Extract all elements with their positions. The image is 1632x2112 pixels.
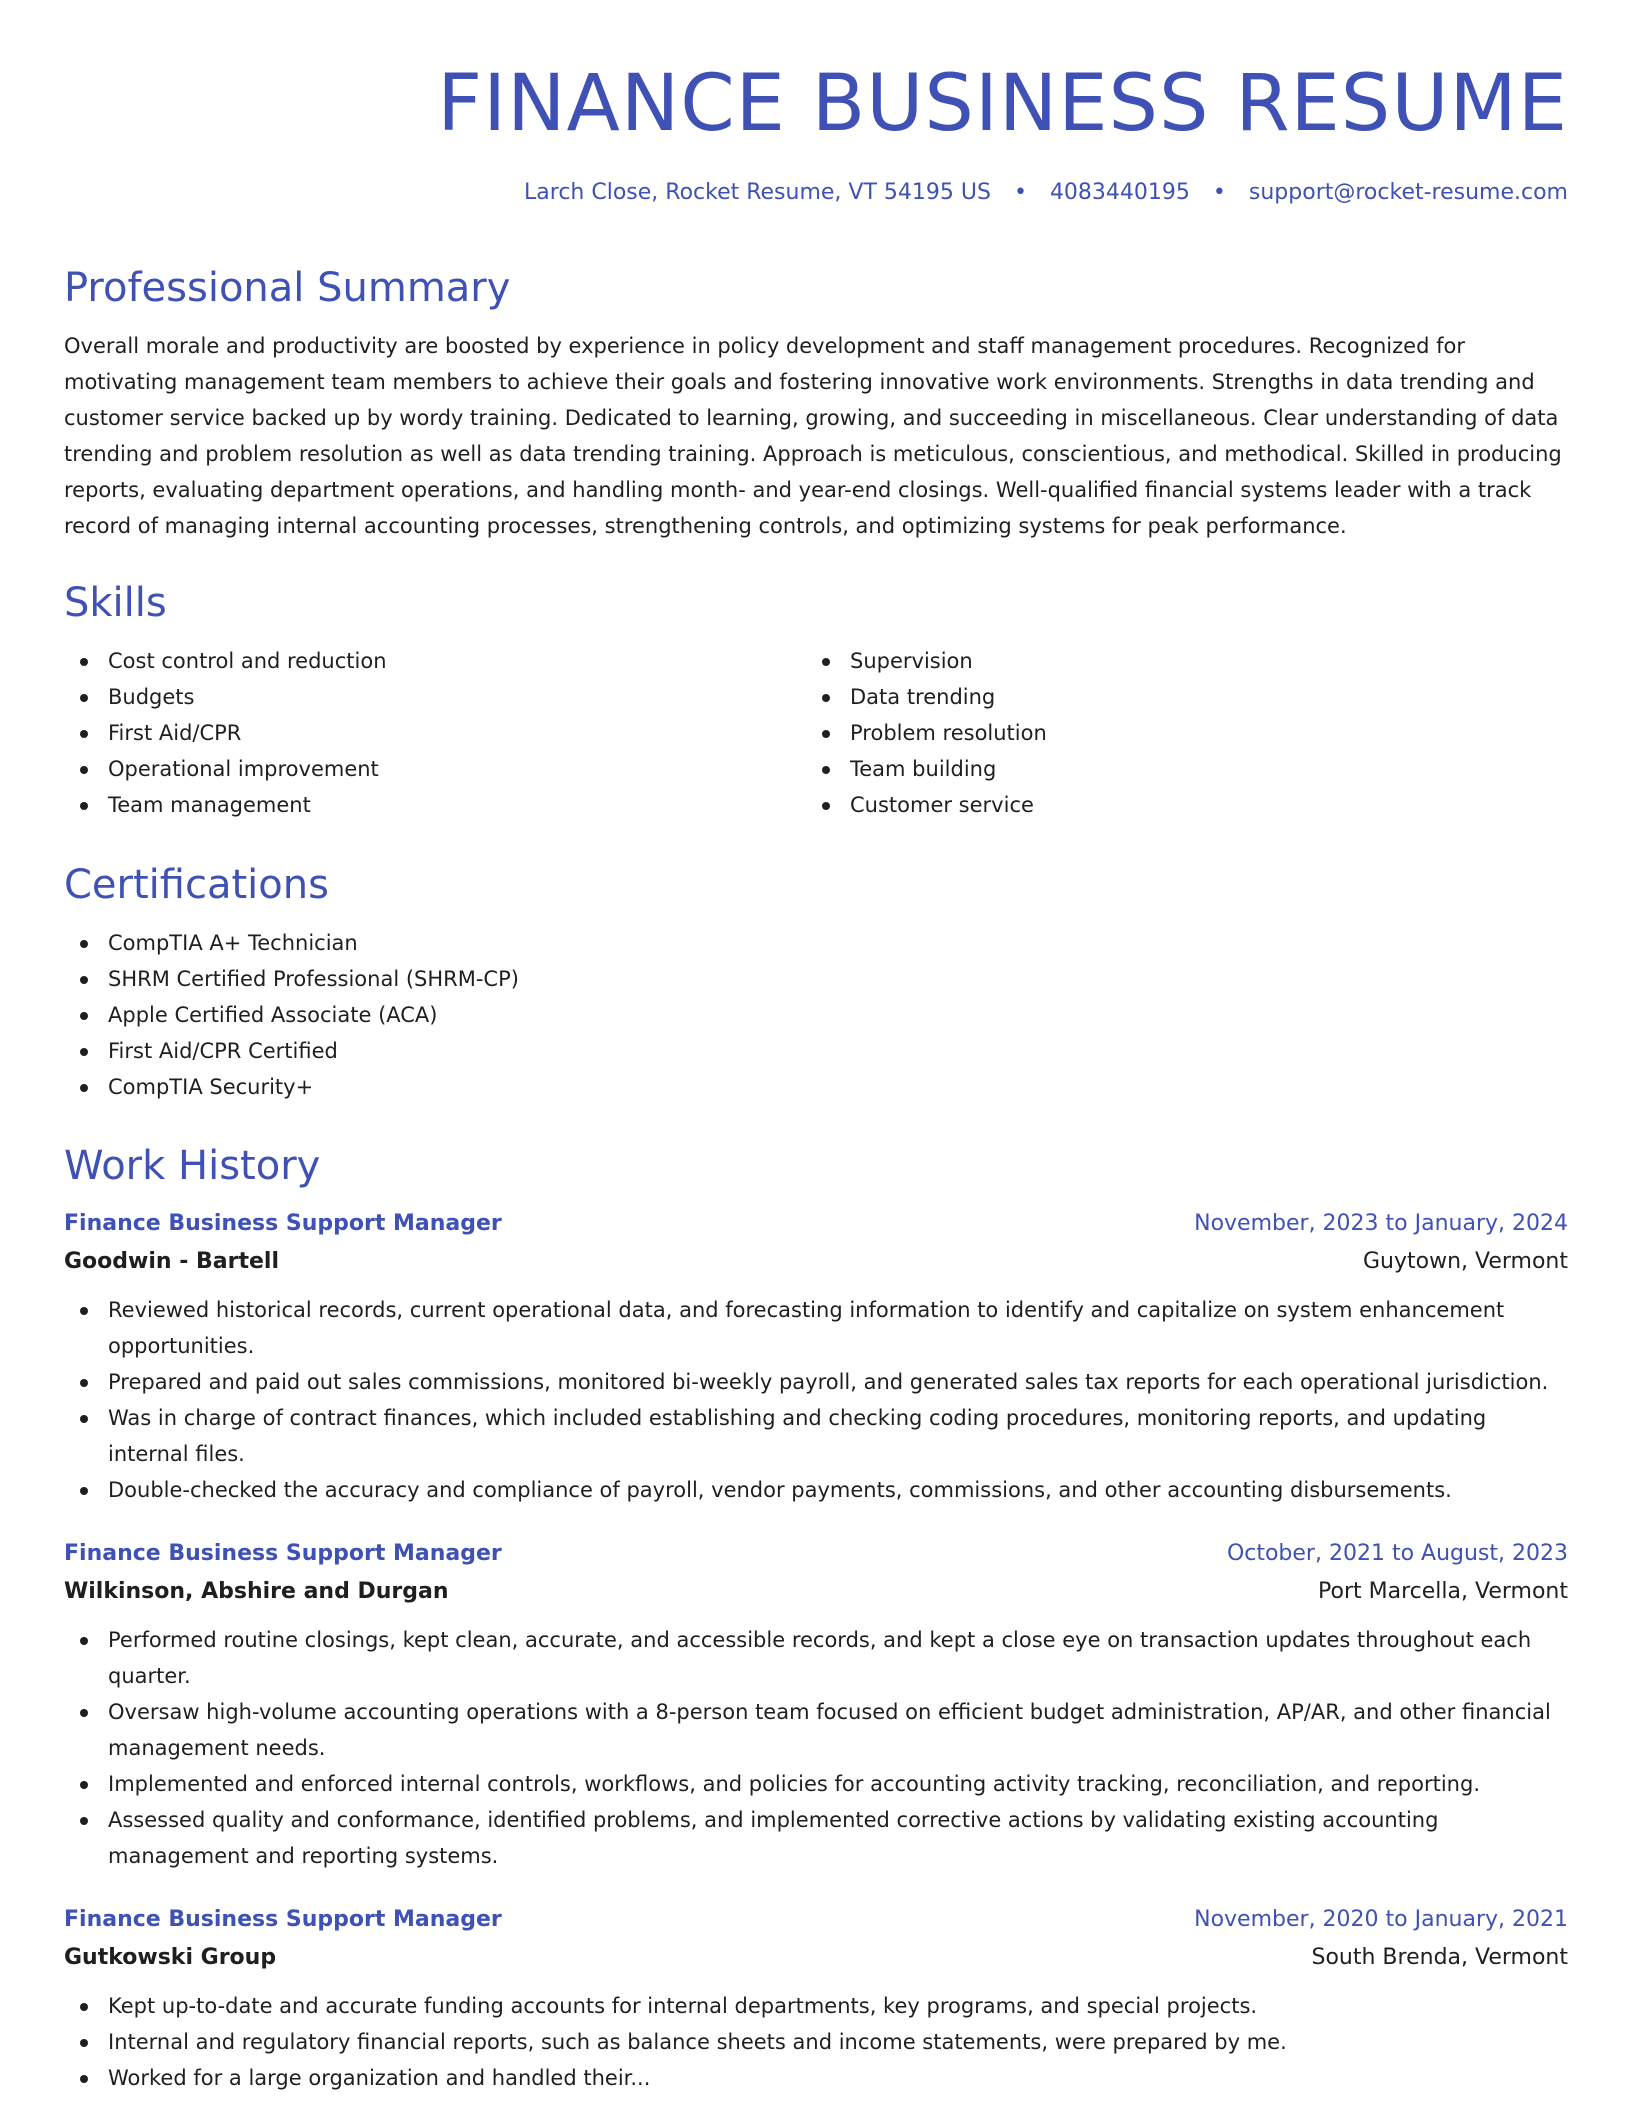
contact-address: Larch Close, Rocket Resume, VT 54195 US xyxy=(524,180,991,205)
job-bullet: Kept up-to-date and accurate funding accounts for internal departments, key programs, and special projects. xyxy=(64,1988,1568,2024)
skills-list-left xyxy=(64,643,806,823)
certifications-heading: Certifications xyxy=(64,862,329,908)
skill-item: Budgets xyxy=(64,679,806,715)
contact-separator: • xyxy=(1013,180,1027,205)
job-bullet: Implemented and enforced internal controls, workflows, and policies for accounting activity tracking, reconciliation, and reporting. xyxy=(64,1766,1568,1802)
job-company-row xyxy=(64,1938,1568,1978)
jobs-list xyxy=(64,1206,1568,2096)
job-location: South Brenda, Vermont xyxy=(1311,1945,1568,1970)
job-bullet: Prepared and paid out sales commissions, monitored bi-weekly payroll, and generated sales tax reports for each operational jurisdiction. xyxy=(64,1364,1568,1400)
job-company-row xyxy=(64,1572,1568,1612)
summary-text: Overall morale and productivity are boosted by experience in policy development and staff management procedures. Recognized for motivating management team members to achieve their goals and fostering innovative work environments. Strengths in data trending and customer service backed up by wordy training. Dedicated to learning, growing, and succeeding in miscellaneous. Clear understanding of data trending and problem resolution as well as data trending training. Approach is meticulous, conscientious, and methodical. Skilled in producing reports, evaluating department operations, and handling month- and year-end closings. Well-qualified financial systems leader with a track record of managing internal accounting processes, strengthening controls, and optimizing systems for peak performance. xyxy=(64,334,1562,538)
job-title: Finance Business Support Manager xyxy=(64,1907,502,1932)
work-history-section xyxy=(64,1140,1568,2096)
skill-item: Customer service xyxy=(806,787,1548,823)
skills-heading: Skills xyxy=(64,580,167,626)
job-company-row xyxy=(64,1242,1568,1282)
skill-item: Team building xyxy=(806,751,1548,787)
job-bullet: Worked for a large organization and handled their... xyxy=(64,2060,1568,2096)
contact-phone[interactable]: 4083440195 xyxy=(1049,180,1190,205)
skill-item: Problem resolution xyxy=(806,715,1548,751)
job-bullet: Was in charge of contract finances, which included establishing and checking coding procedures, monitoring reports, and updating internal files. xyxy=(64,1400,1568,1472)
skill-item: Data trending xyxy=(806,679,1548,715)
contact-email[interactable]: support@rocket-resume.com xyxy=(1248,180,1568,205)
summary-heading: Professional Summary xyxy=(64,265,511,311)
contact-line xyxy=(524,180,1568,205)
job-bullet: Reviewed historical records, current operational data, and forecasting information to identify and capitalize on system enhancement opportunities. xyxy=(64,1292,1568,1364)
skills-section xyxy=(64,577,1568,823)
job-bullet: Double-checked the accuracy and compliance of payroll, vendor payments, commissions, and other accounting disbursements. xyxy=(64,1472,1568,1508)
job-company: Goodwin - Bartell xyxy=(64,1249,279,1274)
job-entry xyxy=(64,1206,1568,1508)
work-history-heading: Work History xyxy=(64,1143,321,1189)
skill-item: Supervision xyxy=(806,643,1548,679)
job-title: Finance Business Support Manager xyxy=(64,1211,502,1236)
job-dates: November, 2020 to January, 2021 xyxy=(1194,1907,1568,1932)
certifications-section xyxy=(64,859,1568,1105)
certification-item: CompTIA A+ Technician xyxy=(64,925,1568,961)
job-bullets xyxy=(64,1292,1568,1508)
job-entry xyxy=(64,1536,1568,1874)
skill-item: Cost control and reduction xyxy=(64,643,806,679)
summary-section xyxy=(64,262,1568,544)
certification-item: CompTIA Security+ xyxy=(64,1069,1568,1105)
job-location: Port Marcella, Vermont xyxy=(1318,1579,1568,1604)
certification-item: First Aid/CPR Certified xyxy=(64,1033,1568,1069)
job-header-row xyxy=(64,1536,1568,1572)
skill-item: First Aid/CPR xyxy=(64,715,806,751)
job-header-row xyxy=(64,1206,1568,1242)
job-header-row xyxy=(64,1902,1568,1938)
job-bullets xyxy=(64,1622,1568,1874)
job-entry xyxy=(64,1902,1568,2096)
job-bullet: Assessed quality and conformance, identified problems, and implemented corrective actions by validating existing accounting management and reporting systems. xyxy=(64,1802,1568,1874)
job-company: Gutkowski Group xyxy=(64,1945,277,1970)
job-title: Finance Business Support Manager xyxy=(64,1541,502,1566)
job-bullet: Oversaw high-volume accounting operations with a 8-person team focused on efficient budget administration, AP/AR, and other financial management needs. xyxy=(64,1694,1568,1766)
skills-list-right xyxy=(806,643,1548,823)
job-dates: November, 2023 to January, 2024 xyxy=(1194,1211,1568,1236)
certifications-list xyxy=(64,925,1568,1105)
job-bullet: Performed routine closings, kept clean, accurate, and accessible records, and kept a close eye on transaction updates throughout each quarter. xyxy=(64,1622,1568,1694)
job-dates: October, 2021 to August, 2023 xyxy=(1226,1541,1568,1566)
certification-item: SHRM Certified Professional (SHRM-CP) xyxy=(64,961,1568,997)
job-company: Wilkinson, Abshire and Durgan xyxy=(64,1579,449,1604)
job-bullet: Internal and regulatory financial reports, such as balance sheets and income statements, were prepared by me. xyxy=(64,2024,1568,2060)
skills-columns xyxy=(64,643,1568,823)
resume-title: FINANCE BUSINESS RESUME xyxy=(437,59,1568,149)
contact-separator: • xyxy=(1212,180,1226,205)
certification-item: Apple Certified Associate (ACA) xyxy=(64,997,1568,1033)
job-location: Guytown, Vermont xyxy=(1362,1249,1568,1274)
skill-item: Team management xyxy=(64,787,806,823)
job-bullets xyxy=(64,1988,1568,2096)
skill-item: Operational improvement xyxy=(64,751,806,787)
